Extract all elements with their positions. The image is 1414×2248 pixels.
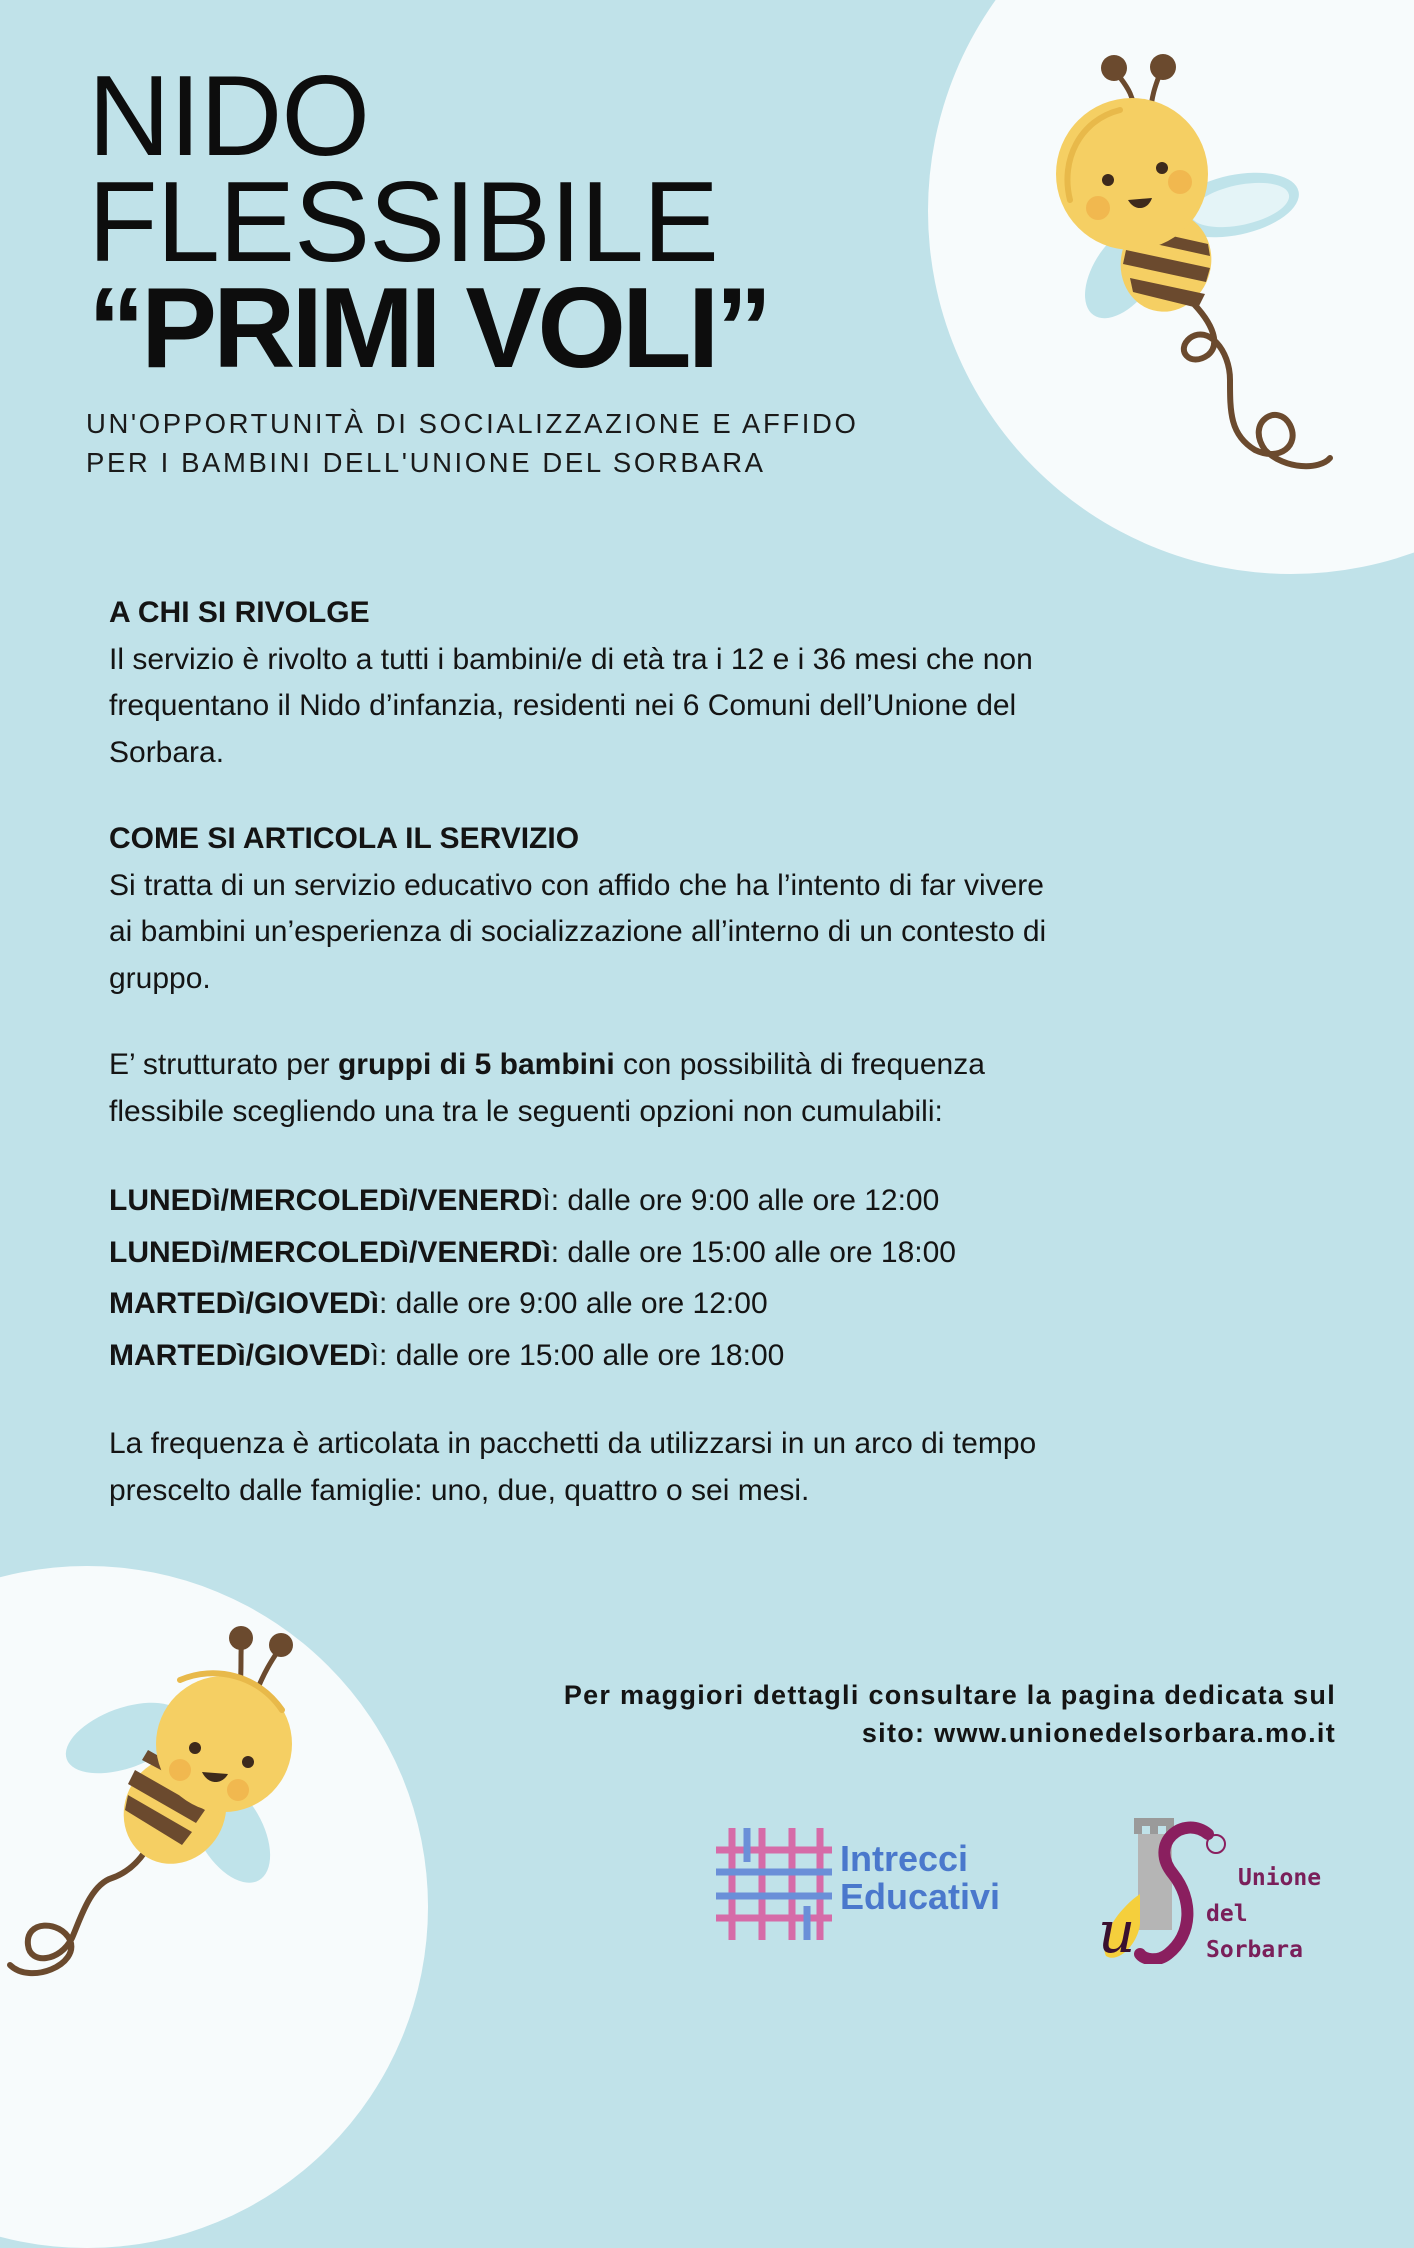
groups-suffix: con possibilità di frequenza bbox=[614, 1048, 985, 1081]
groups-bold: gruppi di 5 bambini bbox=[337, 1048, 615, 1081]
subtitle-line-1: UN'OPPORTUNITÀ DI SOCIALIZZAZIONE E AFFIDO bbox=[86, 408, 859, 439]
schedule-hours: : dalle ore 15:00 alle ore 18:00 bbox=[550, 1235, 956, 1269]
schedule-list bbox=[109, 1175, 1309, 1381]
section-heading-target: A CHI SI RIVOLGE bbox=[109, 596, 370, 629]
unione-u-mark: u bbox=[1098, 1898, 1136, 1964]
section-text-line: ai bambini un’esperienza di socializzazione all’interno di un contesto di bbox=[109, 915, 1047, 948]
frequency-line-2: prescelto dalle famiglie: uno, due, quattro o sei mesi. bbox=[109, 1473, 810, 1507]
groups-prefix: E’ strutturato per bbox=[109, 1048, 338, 1081]
footer-line-1: Per maggiori dettagli consultare la pagina dedicata sul bbox=[563, 1680, 1336, 1710]
subtitle-line-2: PER I BAMBINI DELL'UNIONE DEL SORBARA bbox=[86, 447, 766, 478]
schedule-item bbox=[109, 1330, 1309, 1382]
section-text-line: Si tratta di un servizio educativo con affido che ha l’intento di far vivere bbox=[109, 868, 1044, 902]
bee-illustration-bottom bbox=[0, 1620, 320, 1980]
section-text-line: gruppo. bbox=[109, 961, 211, 995]
title-line-3: “PRIMI VOLI” bbox=[88, 265, 769, 392]
unione-del-sorbara-logo bbox=[1078, 1814, 1338, 1964]
bee-illustration-top bbox=[1040, 50, 1340, 480]
unione-line-2: del Sorbara bbox=[1206, 1901, 1303, 1963]
schedule-days: LUNEDì/MERCOLEDì/VENERDì bbox=[109, 1235, 551, 1269]
subtitle bbox=[86, 404, 859, 482]
intrecci-line-2: Educativi bbox=[840, 1876, 1001, 1917]
section-text-line: Il servizio è rivolto a tutti i bambini/e di età tra i 12 e i 36 mesi che non bbox=[109, 642, 1033, 676]
groups-paragraph-line-1 bbox=[109, 1042, 1309, 1089]
schedule-item bbox=[109, 1175, 1309, 1227]
title-line-2: FLESSIBILE bbox=[88, 159, 718, 286]
page-title bbox=[88, 53, 769, 392]
unione-line-1: Unione bbox=[1238, 1865, 1322, 1891]
intrecci-educativi-logo bbox=[712, 1822, 1024, 1946]
section-heading-service: COME SI ARTICOLA IL SERVIZIO bbox=[109, 822, 580, 855]
title-line-1: NIDO bbox=[88, 53, 369, 180]
intrecci-weave-icon bbox=[712, 1822, 836, 1946]
schedule-hours: ì: dalle ore 9:00 alle ore 12:00 bbox=[542, 1184, 940, 1217]
schedule-hours: ì: dalle ore 15:00 alle ore 18:00 bbox=[370, 1338, 785, 1372]
section-text-line: Sorbara. bbox=[109, 735, 225, 769]
schedule-days: MARTEDì/GIOVED bbox=[109, 1338, 371, 1372]
groups-paragraph-line-2: flessibile scegliendo una tra le seguenti opzioni non cumulabili: bbox=[109, 1094, 943, 1128]
footer-website[interactable]: sito: www.unionedelsorbara.mo.it bbox=[861, 1718, 1336, 1748]
main-content bbox=[109, 590, 1309, 1514]
schedule-days: MARTEDì/GIOVEDì bbox=[109, 1287, 380, 1320]
schedule-days: LUNEDì/MERCOLEDì/VENERD bbox=[109, 1184, 543, 1217]
section-text-line: frequentano il Nido d’infanzia, residenti nei 6 Comuni dell’Unione del bbox=[109, 689, 1017, 722]
intrecci-line-1: Intrecci bbox=[840, 1838, 969, 1879]
schedule-item bbox=[109, 1278, 1309, 1330]
frequency-line-1: La frequenza è articolata in pacchetti da utilizzarsi in un arco di tempo bbox=[109, 1427, 1037, 1460]
footer-info bbox=[564, 1676, 1336, 1752]
schedule-item bbox=[109, 1227, 1309, 1279]
schedule-hours: : dalle ore 9:00 alle ore 12:00 bbox=[379, 1287, 768, 1320]
